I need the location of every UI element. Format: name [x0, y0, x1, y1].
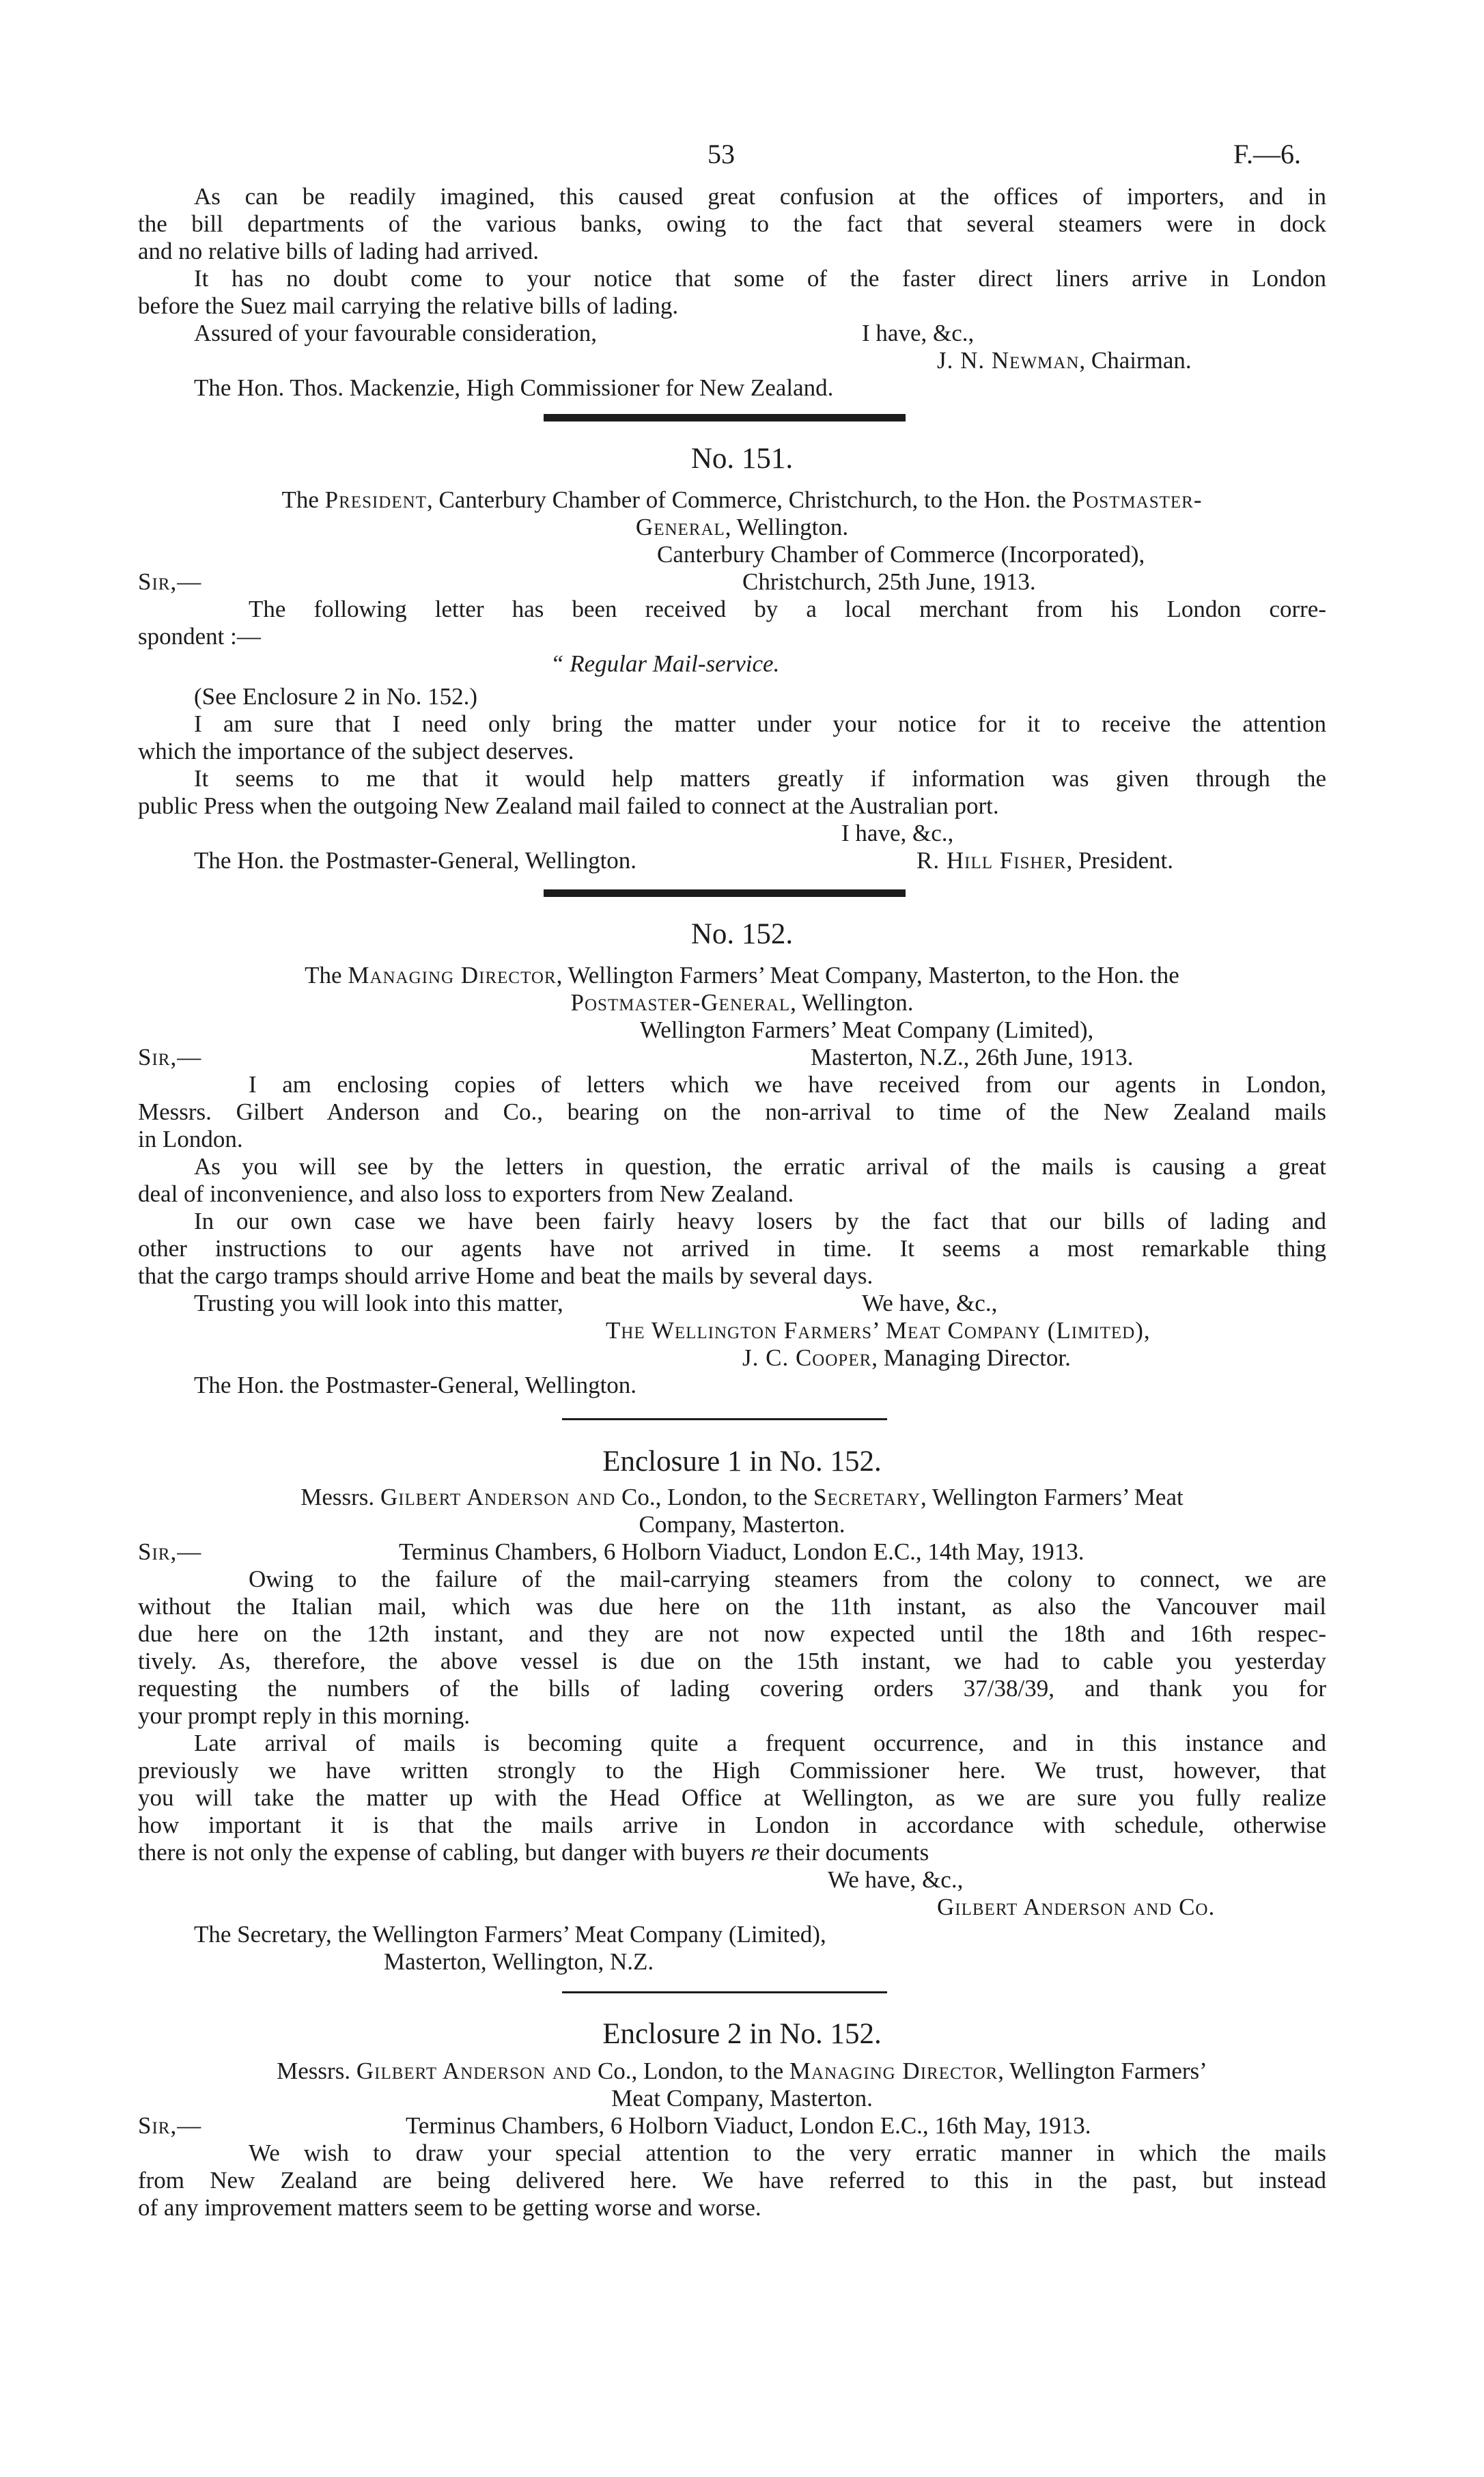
- paragraph-line: due here on the 12th instant, and they are not now expected until the 18th and 16th respec-: [138, 1620, 1326, 1647]
- paragraph-line: and no relative bills of lading had arrived.: [138, 238, 540, 264]
- paragraph-line: I am enclosing copies of letters which we have received from our agents in London,: [249, 1071, 1326, 1098]
- addressee: The Hon. the Postmaster-General, Wellington.: [194, 1372, 637, 1398]
- page-number: 53: [708, 139, 735, 169]
- letter-title: Meat Company, Masterton.: [611, 2085, 873, 2112]
- section-heading: No. 151.: [690, 443, 794, 475]
- paragraph-line: requesting the numbers of the bills of lading covering orders 37/38/39, and thank you for: [138, 1675, 1326, 1702]
- letter-title: Company, Masterton.: [639, 1511, 845, 1538]
- signature: J. C. Cooper, Managing Director.: [742, 1344, 1071, 1371]
- section-divider: [544, 889, 906, 897]
- valediction: I have, &c.,: [841, 820, 954, 846]
- section-divider: [544, 414, 906, 421]
- paragraph-line: Late arrival of mails is becoming quite a frequent occurrence, and in this instance and: [194, 1730, 1326, 1756]
- paragraph-line: As can be readily imagined, this caused great confusion at the offices of importers, and in: [194, 183, 1326, 210]
- paragraph-line: Owing to the failure of the mail-carrying steamers from the colony to connect, we are: [249, 1566, 1326, 1592]
- place-date: Christchurch, 25th June, 1913.: [742, 568, 1036, 595]
- section-heading: No. 152.: [690, 918, 794, 950]
- addressee: The Secretary, the Wellington Farmers’ Meat Company (Limited),: [194, 1921, 826, 1948]
- paragraph-line: you will take the matter up with the Head Office at Wellington, as we are sure you fully realize: [138, 1784, 1326, 1811]
- addressee: The Hon. Thos. Mackenzie, High Commissioner for New Zealand.: [194, 374, 834, 401]
- sender-organization: Canterbury Chamber of Commerce (Incorporated),: [657, 541, 1145, 568]
- letter-title: General, Wellington.: [635, 514, 849, 540]
- quoted-heading: “ Regular Mail-service.: [550, 650, 780, 677]
- paragraph-line: of any improvement matters seem to be getting worse and worse.: [138, 2194, 761, 2221]
- paragraph-line: in London.: [138, 1126, 243, 1152]
- salutation: Sir,—: [138, 1044, 202, 1070]
- paragraph-line: tively. As, therefore, the above vessel is due on the 15th instant, we had to cable you yesterday: [138, 1648, 1326, 1674]
- place-date: Terminus Chambers, 6 Holborn Viaduct, London E.C., 16th May, 1913.: [406, 2112, 1091, 2139]
- company-signature: The Wellington Farmers’ Meat Company (Limited),: [606, 1317, 1151, 1344]
- addressee: The Hon. the Postmaster-General, Wellington.: [194, 847, 637, 874]
- signature: J. N. Newman, Chairman.: [937, 347, 1192, 374]
- paragraph-line: previously we have written strongly to the High Commissioner here. We trust, however, that: [138, 1757, 1326, 1784]
- paragraph-line: how important it is that the mails arrive in London in accordance with schedule, otherwise: [138, 1812, 1326, 1838]
- paragraph-line: that the cargo tramps should arrive Home and beat the mails by several days.: [138, 1262, 873, 1289]
- valediction: We have, &c.,: [862, 1290, 998, 1316]
- paragraph-line: from New Zealand are being delivered here. We have referred to this in the past, but instead: [138, 2167, 1326, 2194]
- paragraph-line: deal of inconvenience, and also loss to exporters from New Zealand.: [138, 1180, 794, 1207]
- salutation: Sir,—: [138, 1538, 202, 1565]
- signature: Gilbert Anderson and Co.: [937, 1894, 1216, 1920]
- salutation: Sir,—: [138, 568, 202, 595]
- letter-title: Postmaster-General, Wellington.: [570, 989, 914, 1016]
- paragraph-line: public Press when the outgoing New Zealand mail failed to connect at the Australian port.: [138, 792, 999, 819]
- letter-title: Messrs. Gilbert Anderson and Co., London, to the Secretary, Wellington Farmers’ Meat: [300, 1484, 1184, 1510]
- paragraph-line: other instructions to our agents have not arrived in time. It seems a most remarkable thing: [138, 1235, 1326, 1262]
- paragraph-line: without the Italian mail, which was due here on the 11th instant, as also the Vancouver mail: [138, 1593, 1326, 1620]
- paragraph-line: the bill departments of the various banks, owing to the fact that several steamers were in dock: [138, 210, 1326, 237]
- addressee: Masterton, Wellington, N.Z.: [384, 1948, 654, 1975]
- paragraph-line: We wish to draw your special attention to the very erratic manner in which the mails: [249, 2140, 1326, 2166]
- sender-organization: Wellington Farmers’ Meat Company (Limited),: [640, 1016, 1094, 1043]
- section-divider: [562, 1991, 887, 1993]
- place-date: Masterton, N.Z., 26th June, 1913.: [811, 1044, 1134, 1070]
- valediction: I have, &c.,: [862, 320, 975, 346]
- signature: R. Hill Fisher, President.: [916, 847, 1173, 874]
- paragraph-line: It seems to me that it would help matters greatly if information was given through the: [194, 765, 1326, 792]
- paragraph-line: spondent :—: [138, 623, 261, 650]
- paragraph-line: I am sure that I need only bring the matter under your notice for it to receive the attention: [194, 710, 1326, 737]
- paragraph-line: which the importance of the subject deserves.: [138, 738, 574, 764]
- section-heading: Enclosure 2 in No. 152.: [602, 2018, 882, 2050]
- paragraph-line: In our own case we have been fairly heavy losers by the fact that our bills of lading and: [194, 1208, 1326, 1234]
- paragraph-line: before the Suez mail carrying the relative bills of lading.: [138, 292, 679, 319]
- paragraph-line: your prompt reply in this morning.: [138, 1702, 471, 1729]
- paragraph-line: (See Enclosure 2 in No. 152.): [194, 683, 478, 710]
- closing-line: Assured of your favourable consideration,: [194, 320, 597, 346]
- paragraph-line: Messrs. Gilbert Anderson and Co., bearing on the non-arrival to time of the New Zealand mails: [138, 1098, 1326, 1125]
- section-heading: Enclosure 1 in No. 152.: [602, 1445, 882, 1478]
- letter-title: The Managing Director, Wellington Farmers’ Meat Company, Masterton, to the Hon. the: [305, 962, 1179, 988]
- valediction: We have, &c.,: [828, 1866, 964, 1893]
- document-reference: F.—6.: [1233, 139, 1302, 169]
- salutation: Sir,—: [138, 2112, 202, 2139]
- section-divider: [562, 1418, 887, 1420]
- paragraph-line: The following letter has been received by a local merchant from his London corre-: [249, 596, 1326, 622]
- paragraph-line: As you will see by the letters in question, the erratic arrival of the mails is causing a great: [194, 1153, 1326, 1180]
- paragraph-line: there is not only the expense of cabling, but danger with buyers re their documents: [138, 1839, 929, 1866]
- closing-line: Trusting you will look into this matter,: [194, 1290, 563, 1316]
- paragraph-line: It has no doubt come to your notice that some of the faster direct liners arrive in London: [194, 265, 1326, 292]
- letter-title: Messrs. Gilbert Anderson and Co., London, to the Managing Director, Wellington Farmers’: [277, 2058, 1207, 2084]
- letter-title: The President, Canterbury Chamber of Commerce, Christchurch, to the Hon. the Postmaster-: [281, 486, 1203, 513]
- place-date: Terminus Chambers, 6 Holborn Viaduct, London E.C., 14th May, 1913.: [399, 1538, 1084, 1565]
